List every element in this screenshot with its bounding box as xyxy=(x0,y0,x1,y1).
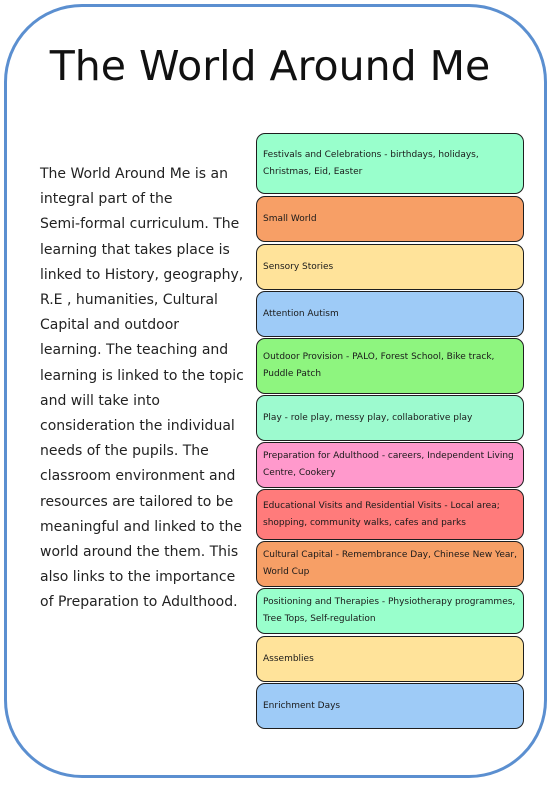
topic-box-label: Positioning and Therapies - Physiotherapy programmes, Tree Tops, Self-regulation xyxy=(263,597,516,624)
topic-box-assemblies xyxy=(256,636,524,682)
topic-box-label: Festivals and Celebrations - birthdays, holidays, Christmas, Eid, Easter xyxy=(263,149,479,177)
topic-box-label: Enrichment Days xyxy=(263,700,341,711)
topic-box-label: Small World xyxy=(263,213,317,224)
intro-paragraph xyxy=(40,162,246,616)
topic-box-play xyxy=(256,395,524,441)
topic-box-enrichment-days xyxy=(256,683,524,729)
topic-box-label: Preparation for Adulthood - careers, Independent Living Centre, Cookery xyxy=(263,451,514,478)
paragraph-line: classroom environment and xyxy=(40,468,236,485)
topic-box-label: Educational Visits and Residential Visits - Local area; shopping, community walks, cafes and parks xyxy=(263,500,500,528)
paragraph-line: of Preparation to Adulthood. xyxy=(40,594,238,611)
paragraph-line: R.E , humanities, Cultural xyxy=(40,292,218,309)
paragraph-line: meaningful and linked to the xyxy=(40,518,242,535)
topic-box-festivals xyxy=(256,133,524,194)
topic-box-label: Play - role play, messy play, collaborative play xyxy=(263,412,473,423)
topic-box-label: Attention Autism xyxy=(263,308,339,319)
paragraph-line: also links to the importance xyxy=(40,569,236,586)
topic-box-label: Outdoor Provision - PALO, Forest School, Bike track, Puddle Patch xyxy=(263,352,495,379)
paragraph-line: linked to History, geography, xyxy=(40,266,244,283)
paragraph-line: world around the them. This xyxy=(40,544,239,561)
topic-box-label: Sensory Stories xyxy=(263,261,334,272)
paragraph-line: resources are tailored to be xyxy=(40,493,234,510)
paragraph-line: The World Around Me is an xyxy=(40,166,228,182)
topic-box-cultural-capital xyxy=(256,541,524,587)
paragraph-line: needs of the pupils. The xyxy=(40,443,209,460)
topic-box-positioning-therapies xyxy=(256,588,524,634)
paragraph-line: and will take into xyxy=(40,392,160,409)
topic-box-label: Cultural Capital - Remembrance Day, Chinese New Year, World Cup xyxy=(263,550,517,577)
topic-box-attention-autism xyxy=(256,291,524,337)
topic-box-small-world xyxy=(256,196,524,242)
topic-box-educational-visits xyxy=(256,489,524,540)
paragraph-line: learning that takes place is xyxy=(40,241,230,258)
topic-box-outdoor-provision xyxy=(256,338,524,394)
paragraph-line: consideration the individual xyxy=(40,418,235,435)
paragraph-line: learning. The teaching and xyxy=(40,342,229,359)
paragraph-line: learning is linked to the topic xyxy=(40,367,244,384)
paragraph-line: integral part of the xyxy=(40,191,173,208)
paragraph-line: Capital and outdoor xyxy=(40,317,180,334)
topic-box-sensory-stories xyxy=(256,244,524,290)
paragraph-line: Semi-formal curriculum. The xyxy=(40,216,240,233)
page-title: The World Around Me xyxy=(49,42,491,90)
topic-box-label: Assemblies xyxy=(263,653,314,664)
topic-box-preparation-adulthood xyxy=(256,442,524,488)
